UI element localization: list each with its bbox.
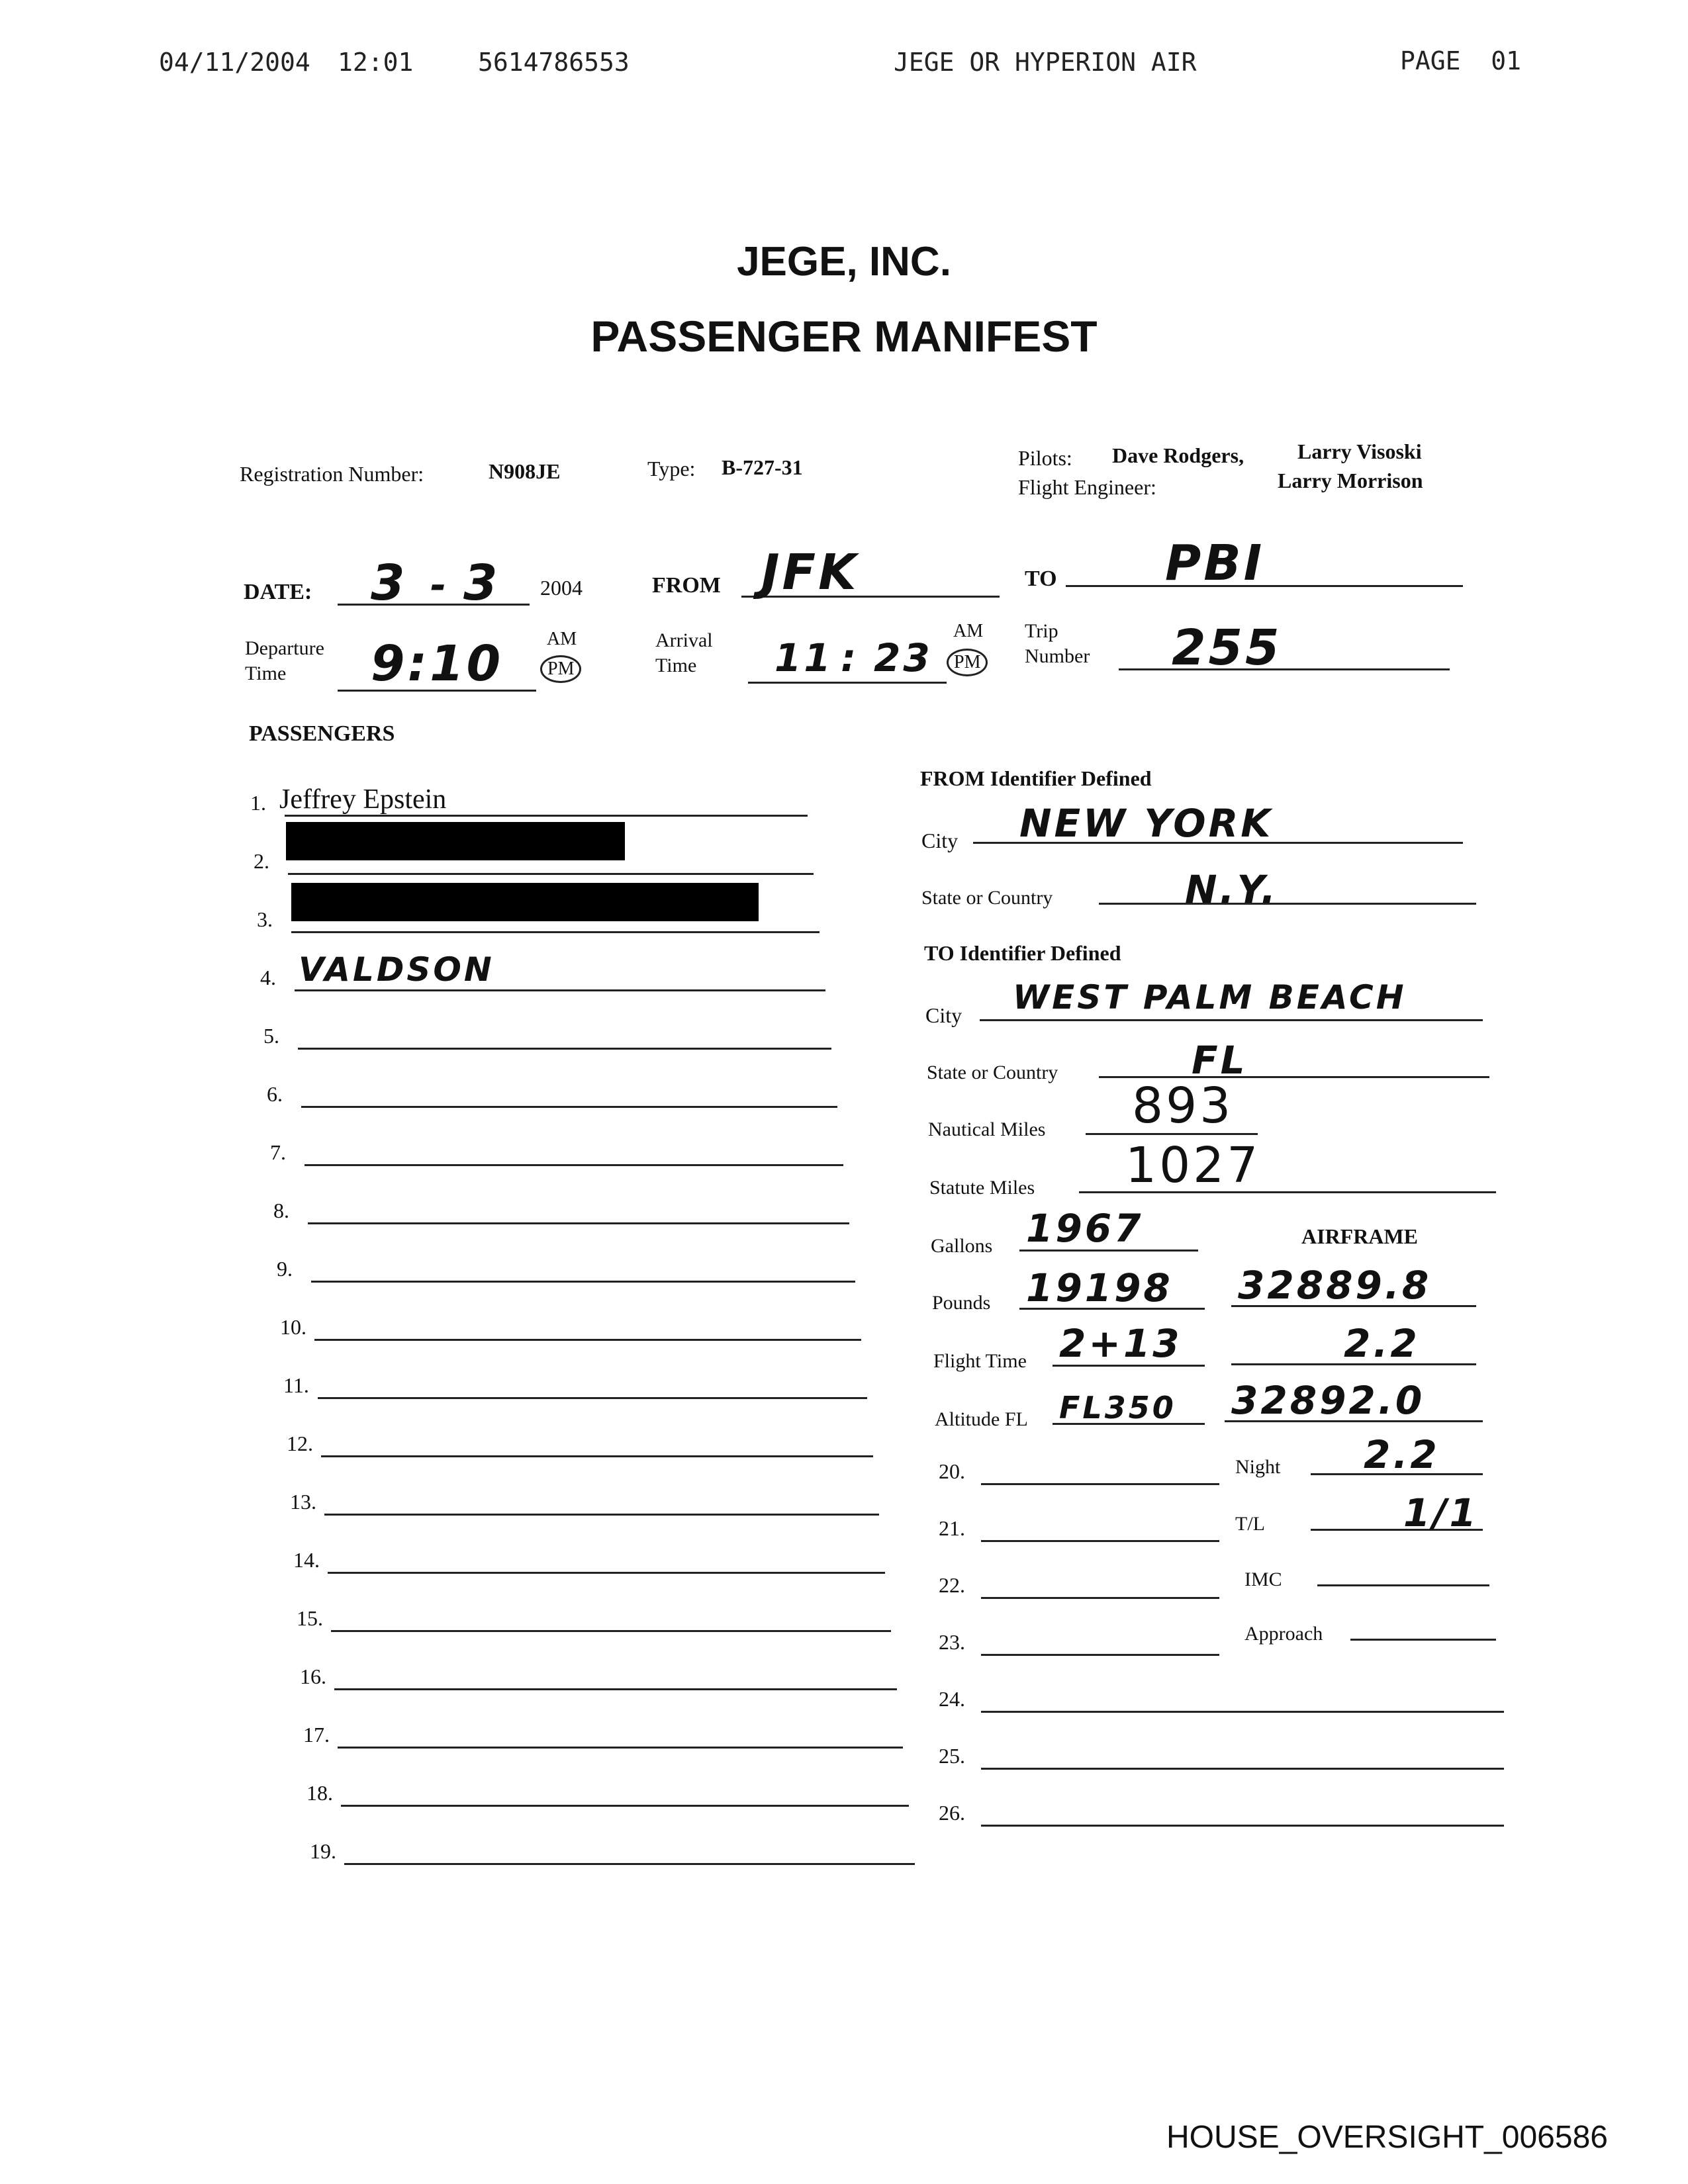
additional-row-number: 23.: [939, 1630, 965, 1654]
type-value: B-727-31: [722, 455, 803, 479]
to-city-value: WEST PALM BEACH: [1013, 978, 1407, 1017]
to-state-value: FL: [1192, 1038, 1248, 1083]
date-year: 2004: [540, 576, 583, 600]
passenger-row-line: [318, 1397, 867, 1399]
additional-row-number: 22.: [939, 1573, 965, 1597]
passenger-row: [273, 1195, 882, 1224]
fax-phone: 5614786553: [478, 48, 630, 77]
engineer-label: Flight Engineer:: [1018, 475, 1156, 499]
passenger-row-number: 5.: [263, 1024, 279, 1048]
fax-date: 04/11/2004: [159, 48, 310, 77]
trip-label-2: Number: [1025, 645, 1090, 667]
nautical-miles-label: Nautical Miles: [928, 1118, 1046, 1140]
bates-number: HOUSE_OVERSIGHT_006586: [1166, 2120, 1608, 2155]
airframe-3-value: 32892.0: [1231, 1378, 1425, 1423]
passenger-row-number: 19.: [310, 1839, 336, 1863]
passengers-heading: PASSENGERS: [249, 721, 395, 746]
passenger-row-number: 1.: [250, 791, 266, 815]
additional-row: [939, 1741, 1501, 1770]
arrival-minute: 23: [874, 635, 933, 680]
passenger-row-number: 6.: [267, 1082, 283, 1106]
statute-miles-label: Statute Miles: [929, 1177, 1035, 1199]
pilot-1: Dave Rodgers,: [1112, 443, 1244, 467]
passenger-row: [277, 1253, 886, 1283]
additional-row: [939, 1570, 1501, 1599]
flight-time-label: Flight Time: [933, 1350, 1027, 1372]
passenger-row-number: 10.: [280, 1315, 306, 1339]
pounds-value: 19198: [1026, 1265, 1173, 1310]
passenger-row-line: [308, 1222, 849, 1224]
company-name: JEGE, INC.: [737, 239, 951, 285]
tl-label: T/L: [1235, 1513, 1265, 1535]
altitude-value: FL350: [1059, 1390, 1176, 1426]
passenger-row-number: 8.: [273, 1199, 289, 1222]
pilot-2: Larry Visoski: [1297, 439, 1422, 463]
passenger-row-line: [311, 1281, 855, 1283]
from-city-label: City: [921, 829, 959, 852]
night-value: 2.2: [1364, 1432, 1440, 1477]
trip-number-value: 255: [1172, 619, 1282, 676]
gallons-value: 1967: [1026, 1206, 1144, 1251]
passenger-row: [310, 1836, 919, 1865]
passenger-name: Jeffrey Epstein: [279, 784, 447, 815]
gallons-label: Gallons: [931, 1235, 993, 1257]
arrival-am: AM: [953, 621, 984, 641]
to-identifier-heading: TO Identifier Defined: [924, 941, 1121, 965]
additional-row-line: [981, 1711, 1504, 1713]
to-state-label: State or Country: [927, 1062, 1058, 1083]
additional-row: [939, 1513, 1501, 1542]
passenger-row: [297, 1603, 906, 1632]
additional-row-line: [981, 1597, 1219, 1599]
imc-label: IMC: [1244, 1569, 1282, 1590]
passenger-row-line: [298, 1048, 831, 1050]
arrival-underline: [748, 682, 947, 684]
trip-underline: [1119, 668, 1450, 670]
registration-label: Registration Number:: [240, 462, 424, 486]
fax-page: PAGE 01: [1400, 46, 1522, 75]
passenger-row: [270, 1137, 879, 1166]
additional-row-number: 21.: [939, 1516, 965, 1540]
passenger-row-line: [314, 1339, 861, 1341]
passenger-row-number: 17.: [303, 1723, 330, 1747]
arrival-pm-circled: PM: [947, 649, 988, 676]
additional-row-number: 20.: [939, 1459, 965, 1483]
arrival-label-1: Arrival: [655, 629, 713, 651]
passenger-row: [306, 1778, 915, 1807]
pounds-label: Pounds: [932, 1292, 991, 1314]
statute-miles-value: 1027: [1125, 1137, 1261, 1194]
from-state-underline: [1099, 903, 1476, 905]
airframe-1-value: 32889.8: [1238, 1263, 1432, 1308]
passenger-row: [280, 1312, 889, 1341]
arrival-hour: 11: [774, 635, 833, 680]
pilots-label: Pilots:: [1018, 446, 1072, 470]
additional-row-line: [981, 1768, 1504, 1770]
passenger-row-line: [288, 873, 814, 875]
passenger-row: [267, 1079, 876, 1108]
registration-value: N908JE: [489, 459, 561, 483]
additional-row: [939, 1797, 1501, 1827]
passenger-row: [260, 950, 869, 991]
departure-am: AM: [547, 629, 577, 649]
redaction-box: [286, 822, 625, 860]
passenger-row-number: 12.: [287, 1432, 313, 1455]
trip-label-1: Trip: [1025, 620, 1058, 642]
redaction-box: [291, 883, 759, 921]
passenger-row: [287, 1428, 896, 1457]
from-state-value: N.Y.: [1185, 867, 1279, 912]
passenger-row-number: 18.: [306, 1781, 333, 1805]
additional-row-line: [981, 1483, 1219, 1485]
additional-row: [939, 1627, 1501, 1656]
from-city-value: NEW YORK: [1019, 801, 1274, 846]
passenger-row-line: [301, 1106, 837, 1108]
tl-value: 1/1: [1403, 1490, 1479, 1535]
to-city-underline: [980, 1019, 1483, 1021]
departure-pm-circled: PM: [540, 655, 581, 683]
engineer-value: Larry Morrison: [1278, 469, 1423, 492]
passenger-row-number: 7.: [270, 1140, 286, 1164]
arrival-separator: :: [841, 635, 859, 680]
passenger-row-line: [338, 1747, 903, 1749]
passenger-row-line: [341, 1805, 909, 1807]
from-state-label: State or Country: [921, 887, 1053, 909]
passenger-row: [303, 1719, 912, 1749]
date-day: 3: [463, 555, 500, 612]
nautical-miles-value: 893: [1132, 1077, 1234, 1134]
approach-label: Approach: [1244, 1623, 1323, 1645]
passenger-row-line: [334, 1688, 897, 1690]
additional-row-number: 26.: [939, 1801, 965, 1825]
passenger-row: [283, 1370, 892, 1399]
passenger-row-number: 9.: [277, 1257, 293, 1281]
document-title: PASSENGER MANIFEST: [590, 312, 1098, 361]
additional-row: [939, 1456, 1501, 1485]
airframe-2-value: 2.2: [1344, 1321, 1420, 1366]
passenger-row-number: 4.: [260, 966, 276, 989]
additional-row-number: 25.: [939, 1744, 965, 1768]
passenger-name: VALDSON: [299, 950, 494, 989]
departure-time: 9:10: [371, 635, 504, 692]
passenger-row: [300, 1661, 909, 1690]
from-label: FROM: [652, 573, 721, 598]
from-value: JFK: [761, 544, 859, 601]
passenger-row-number: 11.: [283, 1373, 309, 1397]
additional-row-number: 24.: [939, 1687, 965, 1711]
passenger-row: [293, 1545, 902, 1574]
departure-label-1: Departure: [245, 637, 324, 659]
to-city-label: City: [925, 1003, 962, 1027]
passenger-row-line: [324, 1514, 879, 1516]
passenger-row-line: [291, 931, 820, 933]
passenger-row: [263, 1021, 872, 1050]
passenger-row-line: [331, 1630, 891, 1632]
additional-row-line: [981, 1654, 1219, 1656]
type-label: Type:: [647, 457, 696, 480]
night-label: Night: [1235, 1456, 1281, 1478]
passenger-row-number: 14.: [293, 1548, 320, 1572]
passenger-row-number: 2.: [254, 849, 269, 873]
passenger-row-number: 16.: [300, 1664, 326, 1688]
passenger-row-line: [321, 1455, 873, 1457]
fax-time: 12:01: [338, 48, 414, 77]
to-value: PBI: [1165, 535, 1265, 592]
additional-row: [939, 1684, 1501, 1713]
to-label: TO: [1025, 567, 1057, 591]
date-month: 3: [371, 555, 408, 612]
airframe-heading: AIRFRAME: [1301, 1224, 1418, 1248]
departure-label-2: Time: [245, 662, 287, 684]
passenger-row-line: [344, 1863, 915, 1865]
date-separator: -: [430, 563, 449, 608]
fax-sender: JEGE OR HYPERION AIR: [894, 48, 1197, 77]
date-label: DATE:: [244, 580, 312, 604]
arrival-label-2: Time: [655, 655, 697, 676]
passenger-row-line: [295, 989, 825, 991]
additional-row-line: [981, 1540, 1219, 1542]
passenger-row-line: [305, 1164, 843, 1166]
flight-time-value: 2+13: [1059, 1321, 1182, 1366]
passenger-row: [290, 1486, 899, 1516]
passenger-row-line: [328, 1572, 885, 1574]
passenger-row-number: 13.: [290, 1490, 316, 1514]
altitude-label: Altitude FL: [935, 1408, 1028, 1430]
passenger-row: [250, 784, 859, 817]
passenger-row-number: 15.: [297, 1606, 323, 1630]
passenger-row-number: 3.: [257, 907, 273, 931]
from-identifier-heading: FROM Identifier Defined: [920, 766, 1152, 790]
additional-row-line: [981, 1825, 1504, 1827]
